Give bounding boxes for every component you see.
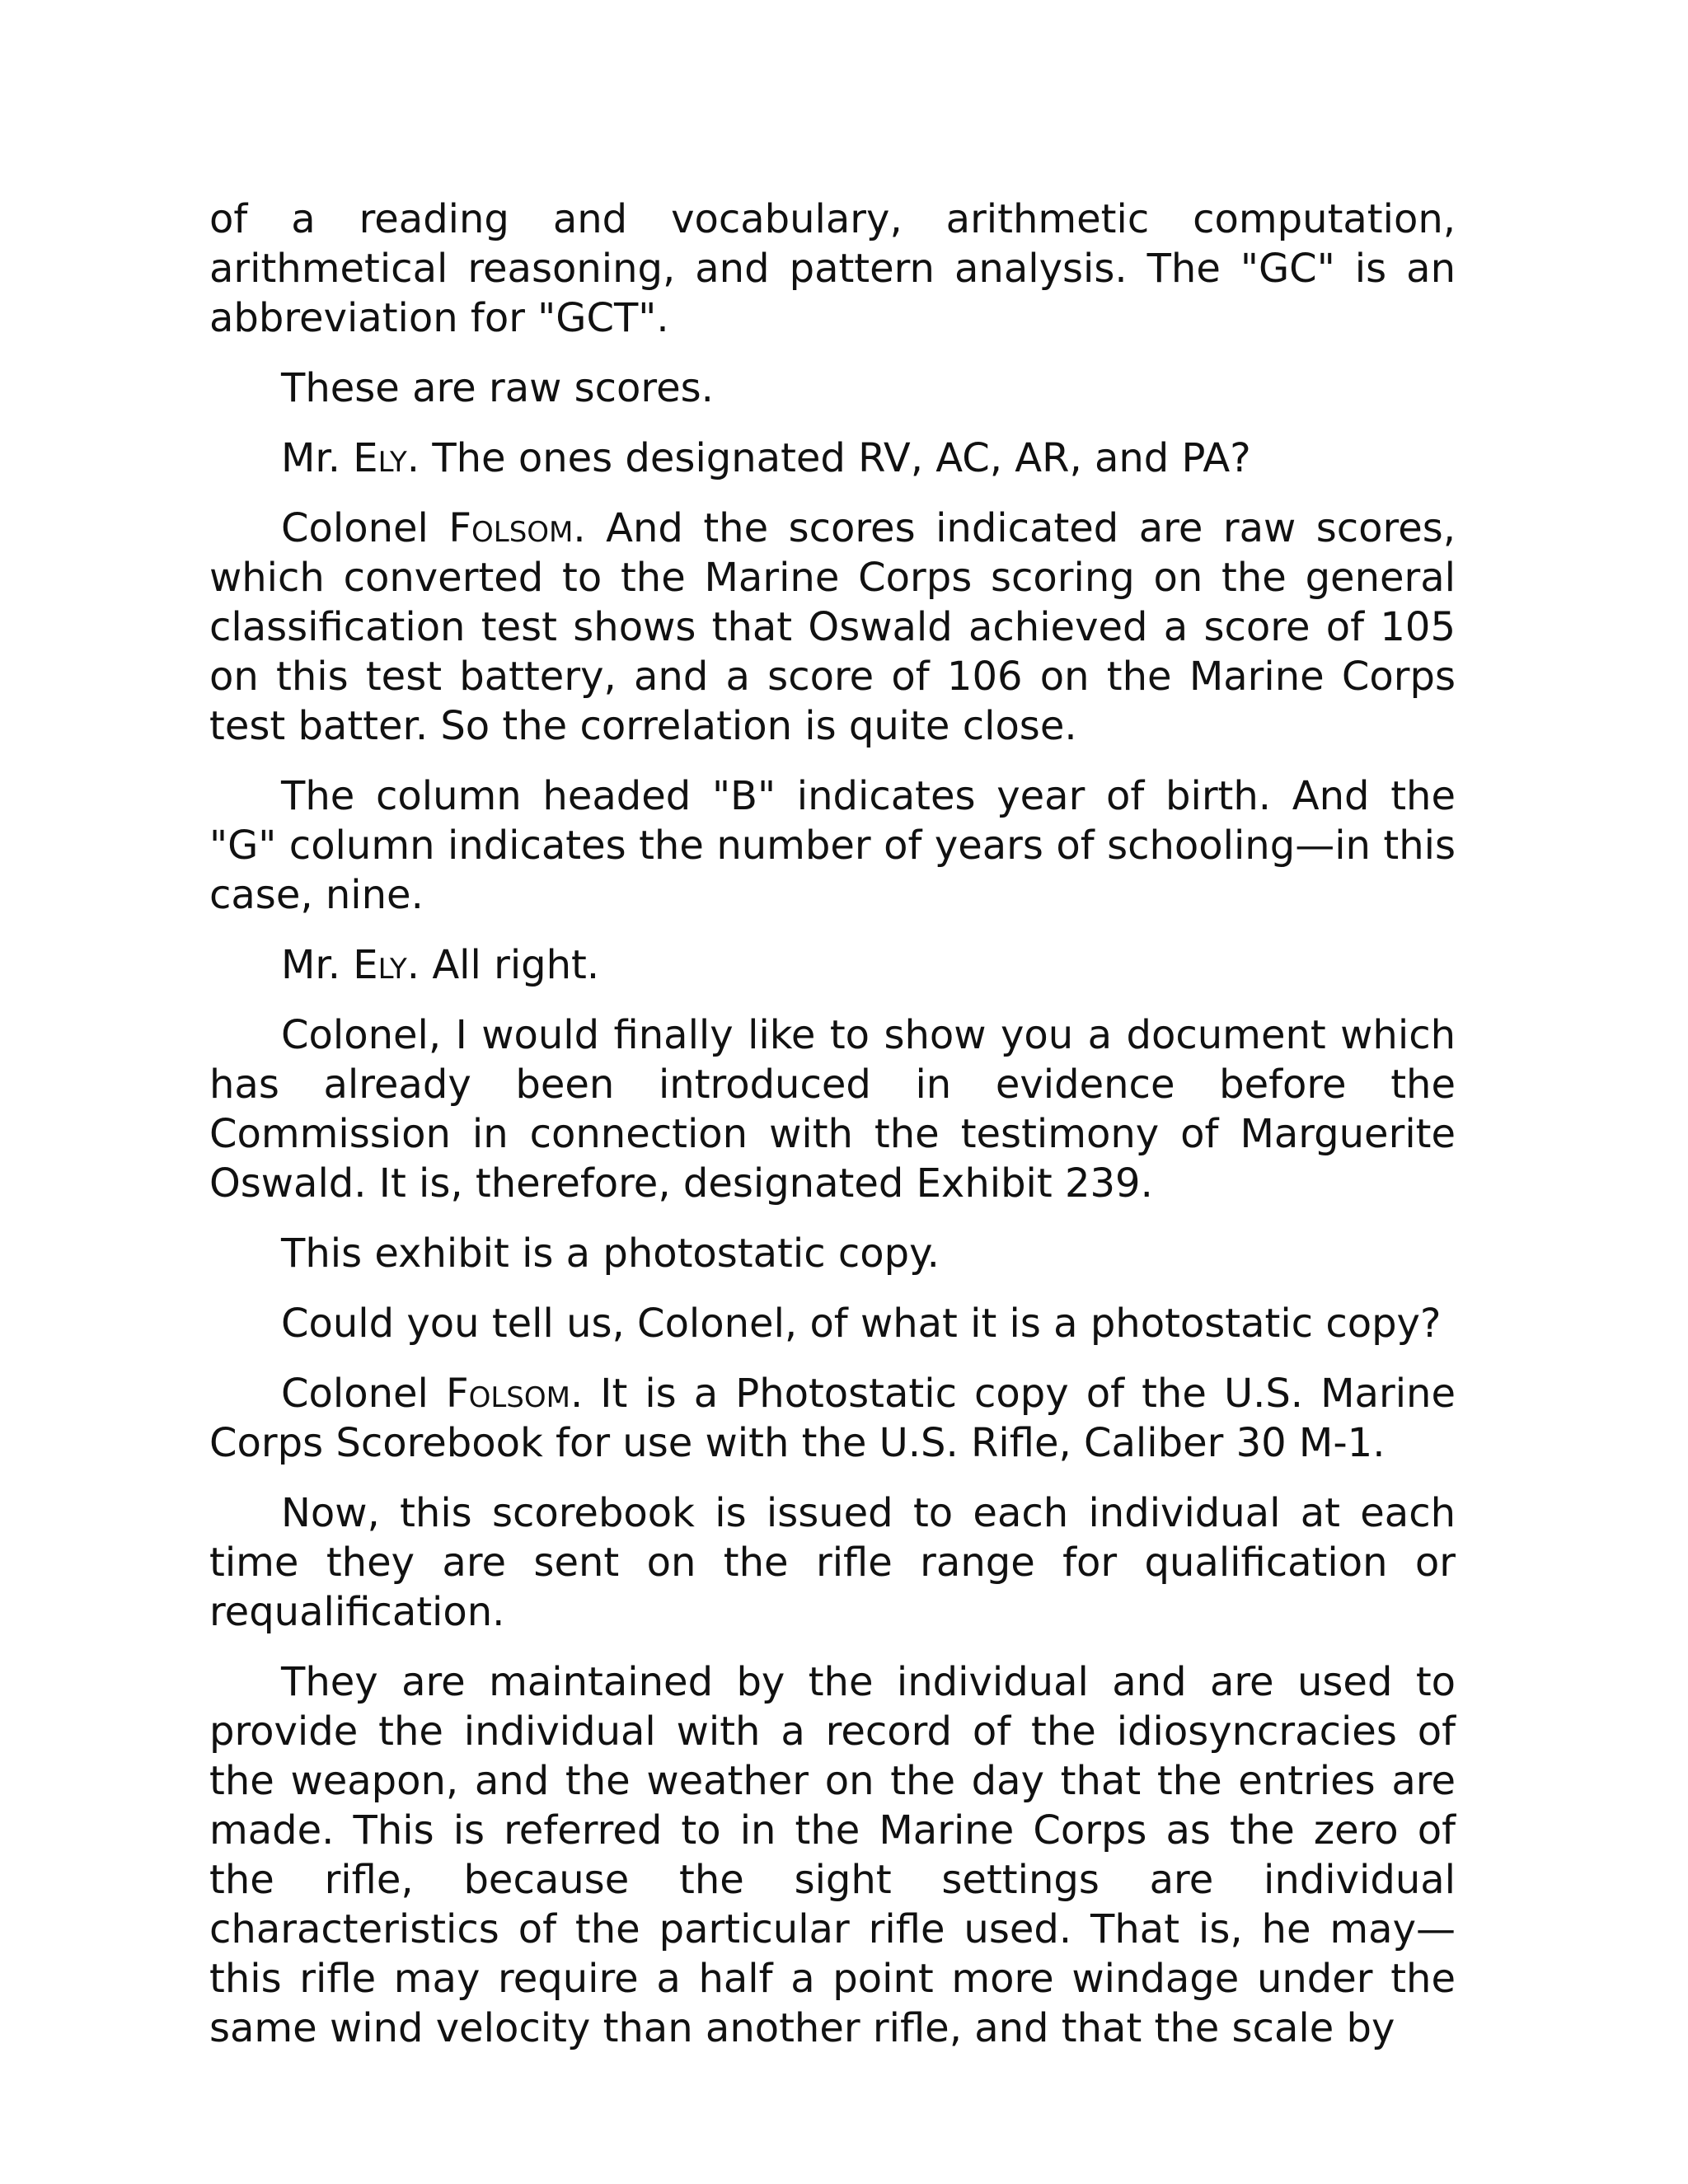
paragraph-8: This exhibit is a photostatic copy. — [281, 1230, 940, 1277]
paragraph-6 — [209, 940, 1456, 990]
paragraph-3 — [209, 434, 1456, 483]
paragraph-1: of a reading and vocabulary, arithmetic computation, arithmetical reasoning, and pattern analysis. The "GC" is an abbreviation for "GCT". — [209, 196, 1456, 341]
paragraph-text: . And the scores indicated are raw scores, which converted to the Marine Corps scoring on the general classification test shows that Oswald achieved a score of 105 on this test battery, and a score of 106 on the Marine Corps test batter. So the correlation is quite close. — [209, 505, 1456, 749]
paragraph-4 — [209, 504, 1456, 751]
speaker-prefix: Colonel — [281, 505, 429, 551]
paragraph-10 — [209, 1369, 1456, 1468]
speaker-name: Folsom — [445, 1371, 570, 1417]
speaker-name: Ely — [353, 435, 407, 481]
body-text — [209, 194, 1456, 2074]
speaker-prefix: Colonel — [281, 1371, 429, 1417]
paragraph-9: Could you tell us, Colonel, of what it is a photostatic copy? — [281, 1301, 1442, 1347]
paragraph-11: Now, this scorebook is issued to each individual at each time they are sent on the rifle range for qualification or requalification. — [209, 1490, 1456, 1635]
speaker-prefix: Mr. — [281, 942, 340, 988]
paragraph-2: These are raw scores. — [281, 365, 714, 411]
paragraph-7: Colonel, I would finally like to show you a document which has already been introduced in evidence before the Commission in connection with the testimony of Marguerite Oswald. It is, therefore, designated Exhibit 239. — [209, 1012, 1456, 1207]
speaker-prefix: Mr. — [281, 435, 340, 481]
speaker-name: Folsom — [448, 505, 574, 551]
paragraph-text: . It is a Photostatic copy of the U.S. Marine Corps Scorebook for use with the U.S. Rifle, Caliber 30 M-1. — [209, 1371, 1456, 1466]
paragraph-12: They are maintained by the individual and are used to provide the individual with a record of the idiosyncracies of the weapon, and the weather on the day that the entries are made. This is referred to in the Marine Corps as the zero of the rifle, because the sight settings are individual characteristics of the particular rifle used. That is, he may—this rifle may require a half a point more windage under the same wind velocity than another rifle, and that the scale by — [209, 1659, 1456, 2051]
paragraph-text: . All right. — [406, 942, 600, 988]
paragraph-text: . The ones designated RV, AC, AR, and PA? — [406, 435, 1251, 481]
paragraph-5: The column headed "B" indicates year of birth. And the "G" column indicates the number of years of schooling—in this case, nine. — [209, 773, 1456, 918]
speaker-name: Ely — [353, 942, 407, 988]
